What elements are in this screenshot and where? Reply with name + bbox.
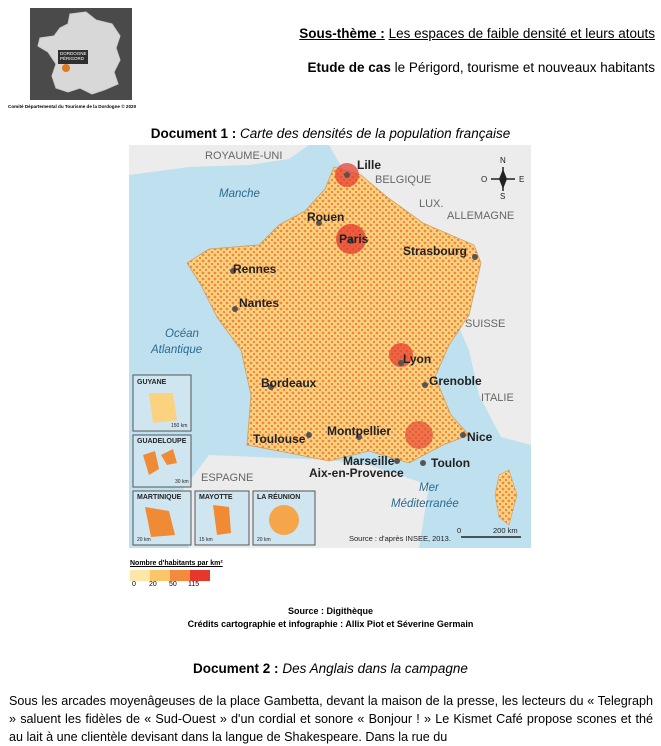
case-study-line [308, 60, 655, 75]
city-toulouse: Toulouse [253, 432, 306, 446]
document1-title [0, 126, 661, 141]
subtheme-line [299, 26, 655, 41]
inset-martinique: MARTINIQUE [137, 494, 182, 501]
city-toulon: Toulon [431, 456, 471, 470]
scale-value: 200 km [493, 526, 518, 535]
legend-ticks [130, 581, 250, 591]
scale-zero: 0 [457, 526, 462, 535]
legend-tick-115: 115 [188, 581, 200, 588]
legend-tick-0: 0 [132, 581, 136, 588]
label-italie: ITALIE [481, 392, 514, 404]
map-source: Source : d'après INSEE, 2013. [349, 534, 451, 543]
city-nantes: Nantes [239, 296, 280, 310]
document2-label: Document 2 : [193, 661, 279, 676]
compass-s: S [500, 192, 506, 201]
inset-guadeloupe: GUADELOUPE [137, 438, 187, 445]
inset-guyane: GUYANE [137, 379, 167, 386]
legend-swatch-1 [130, 570, 150, 581]
label-espagne: ESPAGNE [201, 472, 254, 484]
case-study-label: Etude de cas [307, 60, 391, 75]
population-density-map [129, 145, 531, 548]
logo-label-1: DORDOGNE [60, 51, 87, 56]
label-manche: Manche [219, 188, 260, 200]
compass-n: N [500, 156, 506, 165]
document1-source: Source : Digithèque [287, 606, 373, 616]
density-legend [130, 560, 250, 610]
legend-swatch-2 [150, 570, 170, 581]
inset-reunion: LA RÉUNION [257, 494, 301, 501]
city-lille: Lille [357, 158, 382, 172]
city-nice: Nice [467, 430, 493, 444]
label-mer: Mer [419, 482, 439, 494]
document1-credits: Crédits cartographie et infographie : Allix Piot et Séverine Germain [187, 619, 474, 629]
city-rennes: Rennes [233, 262, 277, 276]
city-montpellier: Montpellier [327, 424, 392, 438]
compass-o: O [481, 175, 488, 184]
inset-scale-martinique: 20 km [137, 537, 151, 543]
document2-title [0, 661, 661, 676]
case-study-value: le Périgord, tourisme et nouveaux habitants [394, 60, 655, 75]
inset-scale-guyane: 150 km [171, 423, 188, 429]
label-allemagne: ALLEMAGNE [447, 210, 515, 222]
inset-scale-reunion: 20 km [257, 537, 271, 543]
legend-swatch-4 [190, 570, 210, 581]
label-lux: LUX. [419, 198, 444, 210]
legend-tick-20: 20 [149, 581, 157, 588]
city-rouen: Rouen [307, 210, 345, 224]
subtheme-value: Les espaces de faible densité et leurs atouts [388, 26, 655, 41]
legend-swatches [130, 570, 250, 581]
document1-label: Document 1 : [150, 126, 237, 141]
subtheme-label: Sous-thème : [299, 26, 385, 41]
compass-e: E [519, 175, 525, 184]
city-lyon: Lyon [403, 352, 432, 366]
label-royaume-uni: ROYAUME-UNI [205, 150, 283, 162]
document2-heading: Des Anglais dans la campagne [282, 661, 468, 676]
legend-title: Nombre d'habitants par km² [130, 560, 223, 567]
inset-scale-mayotte: 15 km [199, 537, 213, 543]
legend-tick-50: 50 [169, 581, 177, 588]
city-paris: Paris [339, 232, 369, 246]
label-belgique: BELGIQUE [375, 174, 432, 186]
document2-paragraph: Sous les arcades moyenâgeuses de la place Gambetta, devant la maison de la presse, les lecteurs du « Telegraph » saluent les fidèles de « Sud-Ouest » d'un cordial et sonore « Bonjour ! » Le Kismet Café propose scones et thé au lait à une clientèle devisant dans la langue de Shakespeare. Dans la rue du [9, 694, 653, 744]
dordogne-logo [30, 8, 132, 100]
city-grenoble: Grenoble [429, 374, 482, 388]
city-strasbourg: Strasbourg [403, 244, 468, 258]
inset-scale-guadeloupe: 30 km [175, 479, 189, 485]
city-aix: Aix-en-Provence [309, 466, 404, 480]
inset-mayotte: MAYOTTE [199, 494, 233, 501]
label-mediterranee: Méditerranée [391, 498, 459, 510]
map-svg [129, 145, 531, 548]
logo-caption: Comité Départemental du Tourisme de la Dordogne © 2020 [8, 104, 137, 109]
label-ocean: Océan [165, 328, 199, 340]
city-bordeaux: Bordeaux [261, 376, 317, 390]
label-atlantique: Atlantique [151, 344, 203, 356]
legend-swatch-3 [170, 570, 190, 581]
logo-label-2: PÉRIGORD [60, 56, 85, 61]
document1-heading: Carte des densités de la population française [240, 126, 511, 141]
label-suisse: SUISSE [465, 318, 506, 330]
city-marseille: Marseille [343, 454, 395, 468]
